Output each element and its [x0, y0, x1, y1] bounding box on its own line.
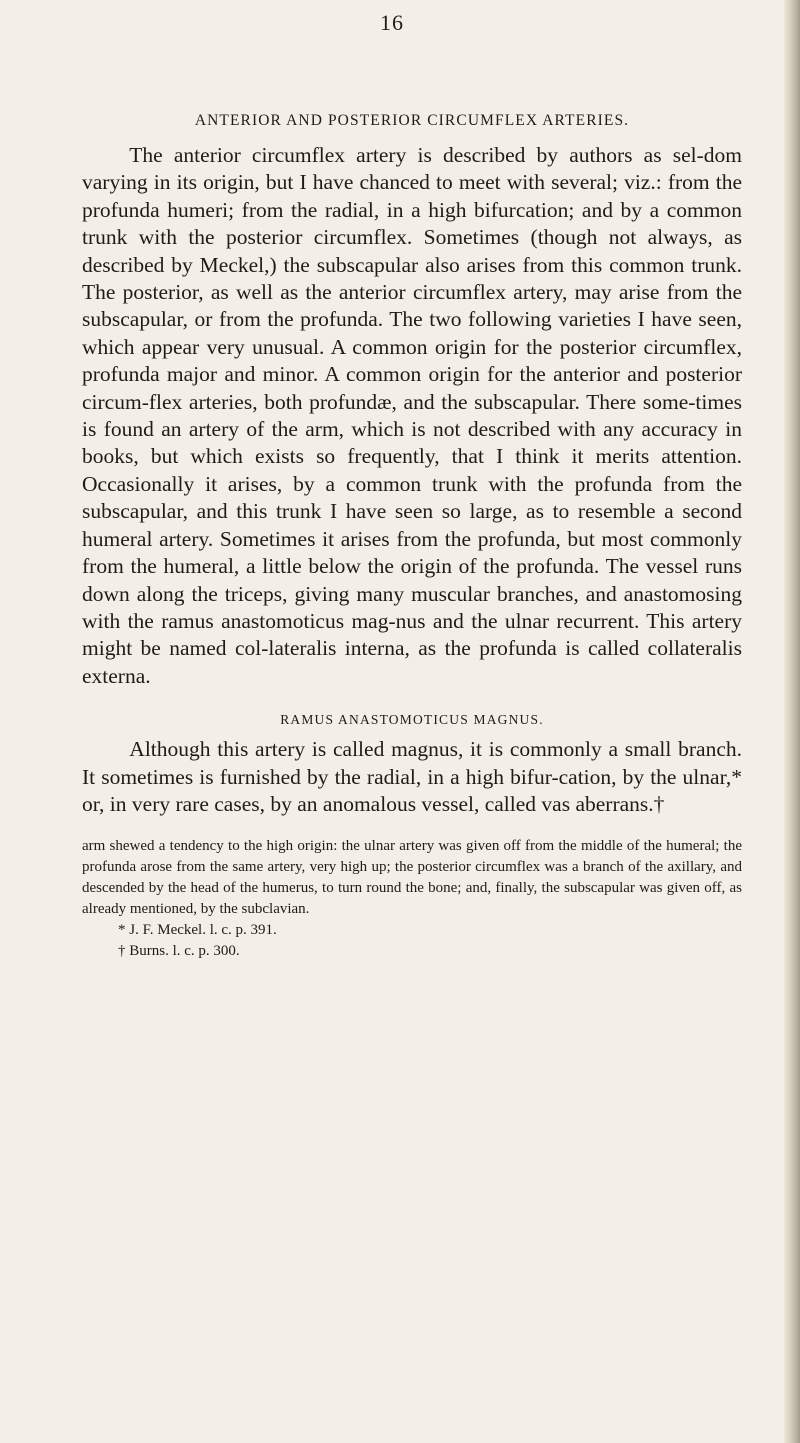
body-paragraph: Although this artery is called magnus, it is commonly a small branch. It sometimes is furnished by the radial, in a high bifur-cation, by the ulnar,* or, in very rare cases, by an anomalous vessel, called vas aberrans.†: [82, 737, 742, 816]
section-heading: ANTERIOR AND POSTERIOR CIRCUMFLEX ARTERIES.: [194, 112, 630, 129]
footnotes: [82, 836, 742, 962]
footnote-continuation: arm shewed a tendency to the high origin: the ulnar artery was given off from the middle of the humeral; the profunda arose from the same artery, very high up; the posterior circumflex was a branch of the axillary, and descended by the head of the humerus, to turn round the bone; and, finally, the subscapular was given off, as already mentioned, by the subclavian.: [82, 838, 742, 918]
footnote: * J. F. Meckel. l. c. p. 391.: [118, 922, 277, 939]
footnote: † Burns. l. c. p. 300.: [118, 943, 240, 960]
page-number: 16: [380, 10, 404, 35]
body-paragraph: The anterior circumflex artery is described by authors as sel-dom varying in its origin, but I have chanced to meet with several; viz.: from the profunda humeri; from the radial, in a high bifurcation; and by a common trunk with the posterior circumflex. Sometimes (though not always, as described by Meckel,) the subscapular also arises from this common trunk. The posterior, as well as the anterior circumflex artery, may arise from the subscapular, or from the profunda. The two following varieties I have seen, which appear very unusual. A common origin for the posterior circumflex, profunda major and minor. A common origin for the anterior and posterior circum-flex arteries, both profundæ, and the subscapular. There some-times is found an artery of the arm, which is not described with any accuracy in books, but which exists so frequently, that I think it merits attention. Occasionally it arises, by a common trunk with the profunda from the subscapular, and this trunk I have seen so large, as to resemble a second humeral artery. Sometimes it arises from the profunda, but most commonly from the humeral, a little below the origin of the profunda. The vessel runs down along the triceps, giving many muscular branches, and anastomosing with the ramus anastomoticus mag-nus and the ulnar recurrent. This artery might be named col-lateralis interna, as the profunda is called collateralis externa.: [82, 143, 742, 688]
page-edge-shadow: [784, 0, 800, 1443]
page-body: [82, 112, 742, 962]
section-subheading: RAMUS ANASTOMOTICUS MAGNUS.: [280, 712, 544, 728]
